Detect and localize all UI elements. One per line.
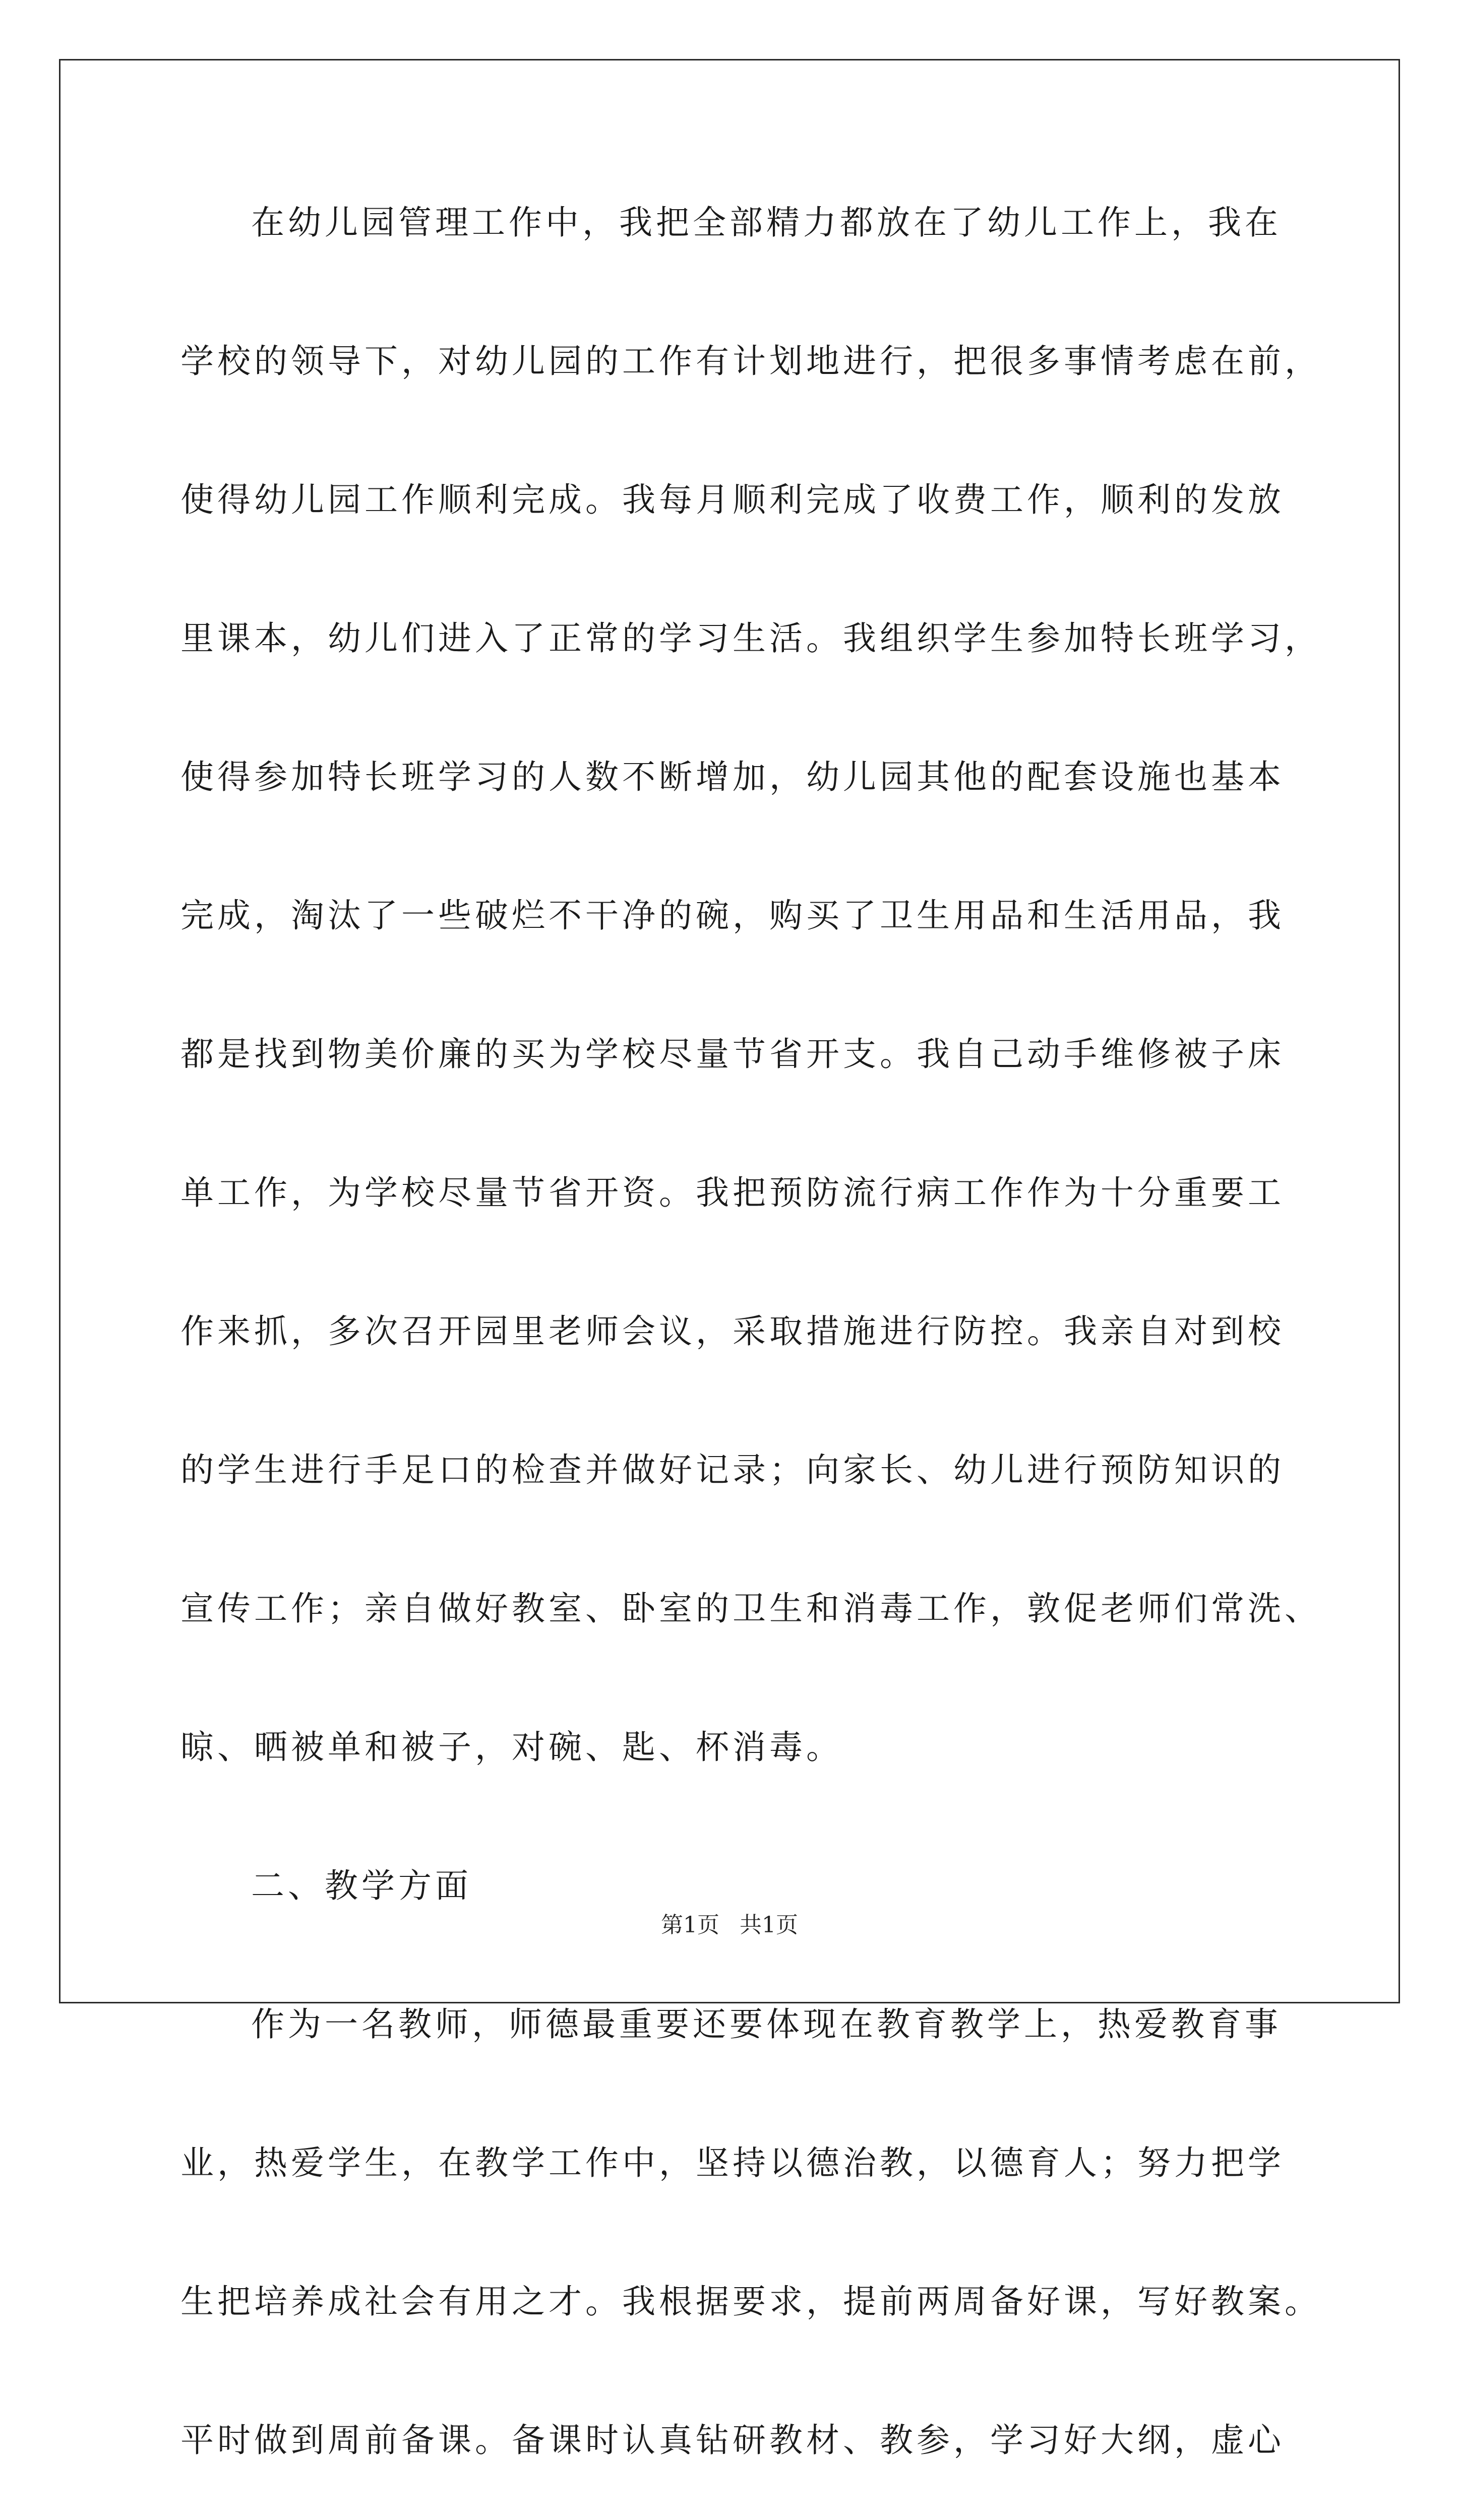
paragraph-line: 的学生进行手足口的检查并做好记录；向家长、幼儿进行预防知识的 <box>180 1451 1285 1489</box>
paragraph-line: 使得参加特长班学习的人数不断增加，幼儿园其他的配套设施也基本 <box>180 758 1285 796</box>
page-total: 共1页 <box>740 1912 798 1938</box>
paragraph-line: 晾、晒被单和被子，对碗、匙、杯消毒。 <box>180 1728 843 1767</box>
paragraph-line: 里课本，幼儿们进入了正常的学习生活。我组织学生参加特长班学习， <box>180 619 1321 658</box>
section-heading: 二、教学方面 <box>251 1866 472 1905</box>
paragraph-line: 生把培养成社会有用之才。我根据要求，提前两周备好课，写好教案。 <box>180 2282 1321 2321</box>
paragraph-line: 作来抓，多次召开园里老师会议，采取措施进行防控。我亲自对到校 <box>180 1312 1285 1351</box>
paragraph-line: 学校的领导下，对幼儿园的工作有计划地进行，把很多事情考虑在前， <box>180 342 1321 381</box>
paragraph-line: 使得幼儿园工作顺利完成。我每月顺利完成了收费工作，顺利的发放 <box>180 480 1285 519</box>
paragraph-line: 平时做到周前备课。备课时认真钻研教材、教参，学习好大纲，虚心 <box>180 2421 1285 2460</box>
paragraph-line: 业，热爱学生，在教学工作中，坚持以德治教，以德育人；努力把学 <box>180 2144 1285 2182</box>
paragraph-line: 在幼儿园管理工作中，我把全部精力都放在了幼儿工作上，我在 <box>251 203 1282 242</box>
paragraph-line: 宣传工作；亲自做好教室、卧室的卫生和消毒工作，敦促老师们常洗、 <box>180 1589 1321 1628</box>
document-body <box>180 193 1321 2520</box>
paragraph-line: 都是找到物美价廉的买为学校尽量节省开支。我自己动手维修被子床 <box>180 1035 1285 1074</box>
page-footer <box>0 1910 1459 1940</box>
paragraph-line: 单工作，为学校尽量节省开资。我把预防流行病工作作为十分重要工 <box>180 1173 1285 1212</box>
paragraph-line: 完成，淘汰了一些破烂不干净的碗，购买了卫生用品和生活用品，我 <box>180 896 1285 935</box>
page-number: 第1页 <box>661 1912 719 1938</box>
paragraph-line: 作为一名教师，师德最重要还要体现在教育教学上，热爱教育事 <box>251 2005 1282 2044</box>
